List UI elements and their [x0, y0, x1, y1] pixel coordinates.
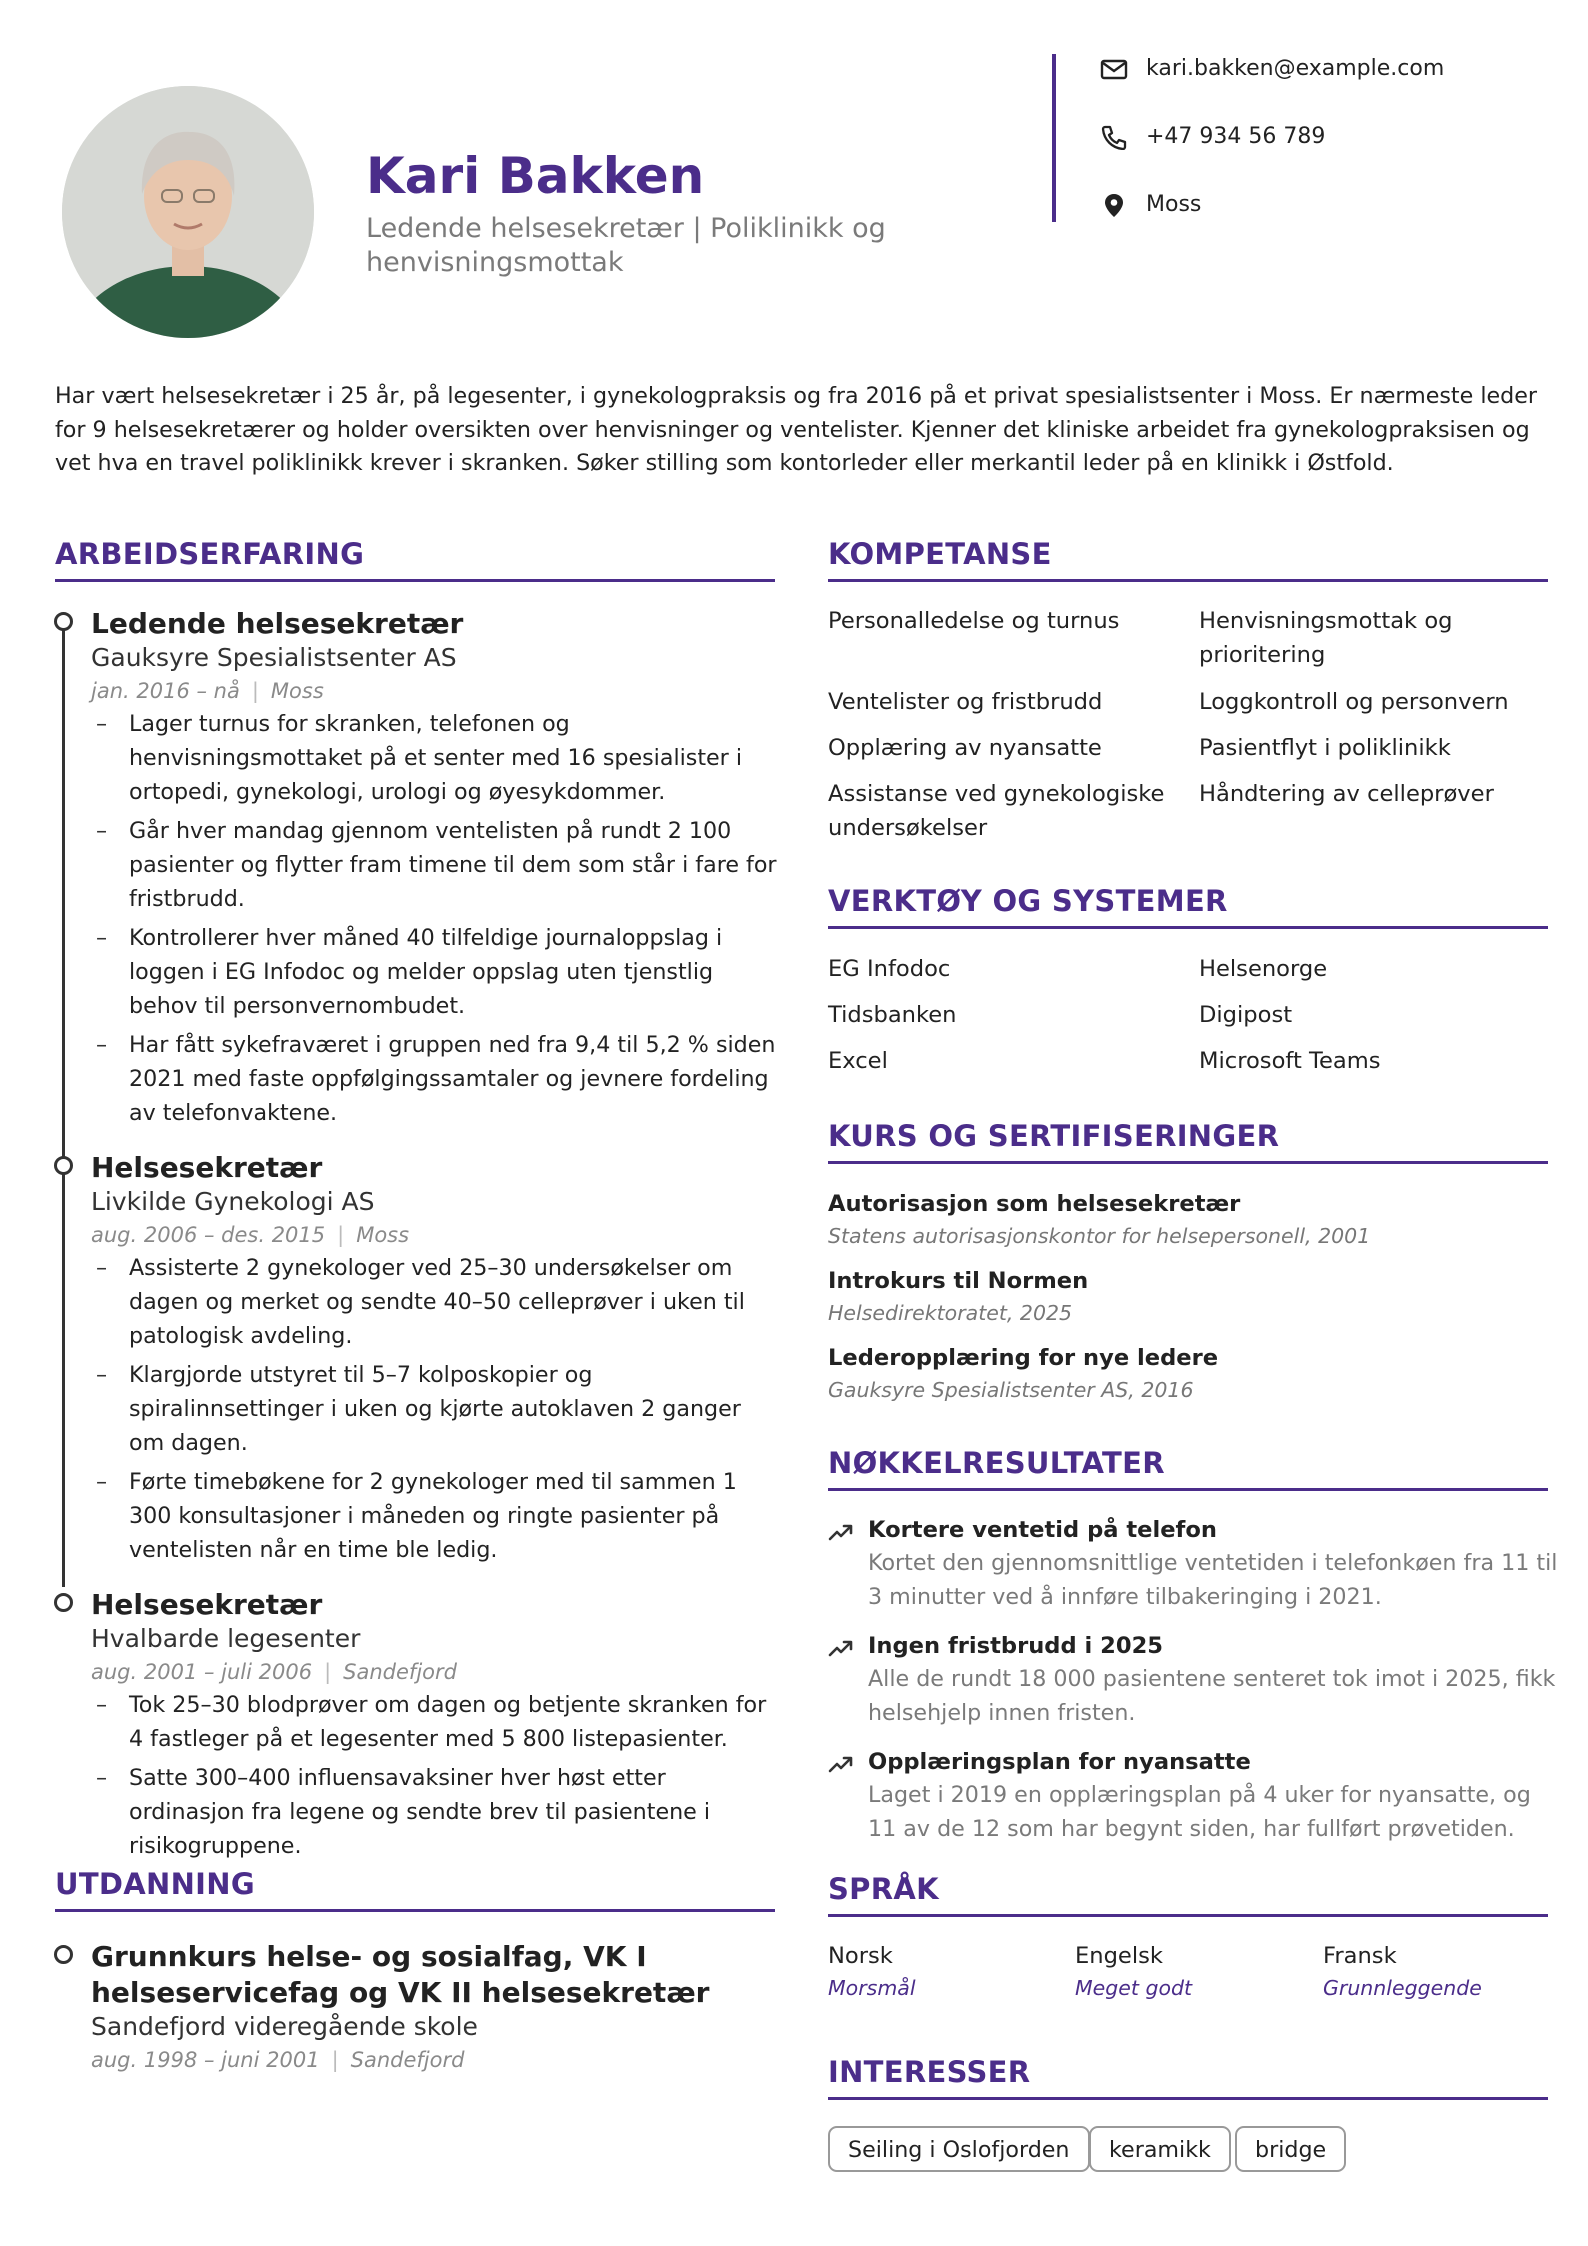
list-item: – Kontrollerer hver måned 40 tilfeldige journaloppslag i loggen i EG Infodoc og melder oppslag uten tjenstlig behov til personvernombudet.	[91, 921, 781, 1023]
section-title-competence: KOMPETANSE	[828, 537, 1052, 571]
section-divider	[55, 1909, 775, 1912]
list-item: – Klargjorde utstyret til 5–7 kolposkopier og spiralinnsettinger i uken og kjørte autoklaven 2 ganger om dagen.	[91, 1358, 781, 1460]
section-title-tools: VERKTØY OG SYSTEMER	[828, 884, 1228, 918]
job-meta: aug. 2001 – juli 2006 | Sandefjord	[91, 1660, 457, 1684]
language-name: Norsk	[828, 1943, 893, 1969]
contact-phone-text: +47 934 56 789	[1146, 124, 1326, 149]
education-title: Grunnkurs helse- og sosialfag, VK I helseservicefag og VK II helsesekretær	[91, 1940, 710, 2009]
timeline-dot	[54, 1156, 73, 1175]
section-title-languages: SPRÅK	[828, 1872, 939, 1906]
section-divider	[828, 1914, 1548, 1917]
section-divider	[828, 579, 1548, 582]
competence-item: Henvisningsmottak og prioritering	[1199, 608, 1453, 668]
result-description: Laget i 2019 en opplæringsplan på 4 uker for nyansatte, og 11 av de 12 som har begynt siden, har fullført prøvetiden.	[868, 1782, 1531, 1842]
contact-email-text: kari.bakken@example.com	[1146, 56, 1445, 81]
section-title-interests: INTERESSER	[828, 2055, 1031, 2089]
job-meta: aug. 2006 – des. 2015 | Moss	[91, 1223, 410, 1247]
competence-item: Opplæring av nyansatte	[828, 735, 1102, 761]
job-dates: aug. 2001 – juli 2006	[91, 1660, 313, 1684]
result-description: Kortet den gjennomsnittlige ventetiden i telefonkøen fra 11 til 3 minutter ved å innføre tilbakeringing i 2021.	[868, 1550, 1558, 1610]
competence-item: Håndtering av celleprøver	[1199, 781, 1494, 807]
education-dates: aug. 1998 – juni 2001	[91, 2048, 320, 2072]
timeline-dot	[54, 1593, 73, 1612]
job-location: Sandefjord	[343, 1660, 457, 1684]
list-item: – Tok 25–30 blodprøver om dagen og betjente skranken for 4 fastleger på et legesenter med 5 800 listepasienter.	[91, 1688, 781, 1756]
language-level: Grunnleggende	[1323, 1976, 1482, 2000]
phone-icon	[1100, 124, 1128, 150]
competence-item: Ventelister og fristbrudd	[828, 689, 1103, 715]
list-item: – Går hver mandag gjennom ventelisten på rundt 2 100 pasienter og flytter fram timene til dem som står i fare for fristbrudd.	[91, 814, 781, 916]
education-location: Sandefjord	[350, 2048, 465, 2072]
job-title: Helsesekretær	[91, 1588, 323, 1621]
section-divider	[828, 926, 1548, 929]
portrait-illustration	[62, 86, 314, 338]
list-item: – Satte 300–400 influensavaksiner hver høst etter ordinasjon fra legene og sendte brev til pasientene i risikogruppene.	[91, 1761, 781, 1863]
section-divider	[828, 1161, 1548, 1164]
education-school: Sandefjord videregående skole	[91, 2012, 478, 2041]
competence-item: Assistanse ved gynekologiske undersøkelser	[828, 781, 1165, 841]
candidate-name: Kari Bakken	[366, 147, 705, 205]
trending-up-icon	[828, 1754, 854, 1774]
job-bullet-list	[91, 707, 781, 1135]
course-issuer: Gauksyre Spesialistsenter AS, 2016	[828, 1378, 1194, 1402]
result-title: Ingen fristbrudd i 2025	[868, 1633, 1164, 1659]
tool-item: Microsoft Teams	[1199, 1048, 1381, 1074]
experience-timeline	[62, 629, 65, 1587]
section-divider	[828, 2097, 1548, 2100]
job-location: Moss	[356, 1223, 410, 1247]
interest-tag: Seiling i Oslofjorden	[828, 2126, 1090, 2172]
timeline-dot	[54, 1945, 73, 1964]
course-name: Autorisasjon som helsesekretær	[828, 1191, 1241, 1217]
interest-tag: keramikk	[1089, 2126, 1231, 2172]
language-level: Morsmål	[828, 1976, 916, 2000]
language-name: Fransk	[1323, 1943, 1397, 1969]
education-meta: aug. 1998 – juni 2001 | Sandefjord	[91, 2048, 465, 2072]
section-title-experience: ARBEIDSERFARING	[55, 537, 365, 571]
course-issuer: Helsedirektoratet, 2025	[828, 1301, 1073, 1325]
job-title: Ledende helsesekretær	[91, 607, 464, 640]
interest-tag: bridge	[1235, 2126, 1346, 2172]
timeline-dot	[54, 612, 73, 631]
competence-item: Personalledelse og turnus	[828, 608, 1120, 634]
tool-item: EG Infodoc	[828, 956, 951, 982]
map-pin-icon	[1100, 192, 1128, 218]
profile-summary: Har vært helsesekretær i 25 år, på legesenter, i gynekologpraksis og fra 2016 på et privat spesialistsenter i Moss. Er nærmeste leder for 9 helsesekretærer og holder oversikten over henvisninger og ventelister. Kjenner det kliniske arbeidet fra gynekologpraksisen og vet hva en travel poliklinikk krever i skranken. Søker stilling som kontorleder eller merkantil leder på en klinikk i Østfold.	[55, 383, 1538, 476]
trending-up-icon	[828, 1638, 854, 1658]
tool-item: Tidsbanken	[828, 1002, 957, 1028]
result-title: Opplæringsplan for nyansatte	[868, 1749, 1251, 1775]
list-item: – Førte timebøkene for 2 gynekologer med til sammen 1 300 konsultasjoner i måneden og ringte pasienter på ventelisten når en time ble ledig.	[91, 1465, 781, 1567]
contact-divider	[1052, 54, 1056, 222]
job-employer: Gauksyre Spesialistsenter AS	[91, 643, 457, 672]
tool-item: Excel	[828, 1048, 888, 1074]
section-title-courses: KURS OG SERTIFISERINGER	[828, 1119, 1280, 1153]
job-location: Moss	[270, 679, 324, 703]
job-bullet-list	[91, 1688, 781, 1868]
tool-item: Digipost	[1199, 1002, 1293, 1028]
job-dates: aug. 2006 – des. 2015	[91, 1223, 326, 1247]
tool-item: Helsenorge	[1199, 956, 1328, 982]
competence-item: Loggkontroll og personvern	[1199, 689, 1509, 715]
job-meta: jan. 2016 – nå | Moss	[91, 679, 324, 703]
job-bullet-list	[91, 1251, 781, 1572]
job-employer: Hvalbarde legesenter	[91, 1624, 361, 1653]
competence-item: Pasientflyt i poliklinikk	[1199, 735, 1451, 761]
job-title: Helsesekretær	[91, 1151, 323, 1184]
job-employer: Livkilde Gynekologi AS	[91, 1187, 375, 1216]
job-dates: jan. 2016 – nå	[91, 679, 240, 703]
candidate-subtitle: Ledende helsesekretær | Poliklinikk og henvisningsmottak	[366, 213, 886, 278]
envelope-icon	[1100, 56, 1128, 82]
list-item: – Assisterte 2 gynekologer ved 25–30 undersøkelser om dagen og merket og sendte 40–50 celleprøver i uken til patologisk avdeling.	[91, 1251, 781, 1353]
profile-photo	[62, 86, 314, 338]
section-divider	[55, 579, 775, 582]
result-description: Alle de rundt 18 000 pasientene senteret tok imot i 2025, fikk helsehjelp innen fristen.	[868, 1666, 1556, 1726]
language-name: Engelsk	[1075, 1943, 1163, 1969]
course-issuer: Statens autorisasjonskontor for helsepersonell, 2001	[828, 1224, 1371, 1248]
section-divider	[828, 1488, 1548, 1491]
list-item: – Har fått sykefraværet i gruppen ned fra 9,4 til 5,2 % siden 2021 med faste oppfølgingssamtaler og jevnere fordeling av telefonvaktene.	[91, 1028, 781, 1130]
contact-location-text: Moss	[1146, 192, 1202, 217]
section-title-education: UTDANNING	[55, 1867, 255, 1901]
course-name: Introkurs til Normen	[828, 1268, 1089, 1294]
section-title-results: NØKKELRESULTATER	[828, 1446, 1165, 1480]
result-title: Kortere ventetid på telefon	[868, 1517, 1217, 1543]
course-name: Lederopplæring for nye ledere	[828, 1345, 1219, 1371]
list-item: – Lager turnus for skranken, telefonen og henvisningsmottaket på et senter med 16 spesialister i ortopedi, gynekologi, urologi og øyesykdommer.	[91, 707, 781, 809]
language-level: Meget godt	[1075, 1976, 1193, 2000]
trending-up-icon	[828, 1522, 854, 1542]
